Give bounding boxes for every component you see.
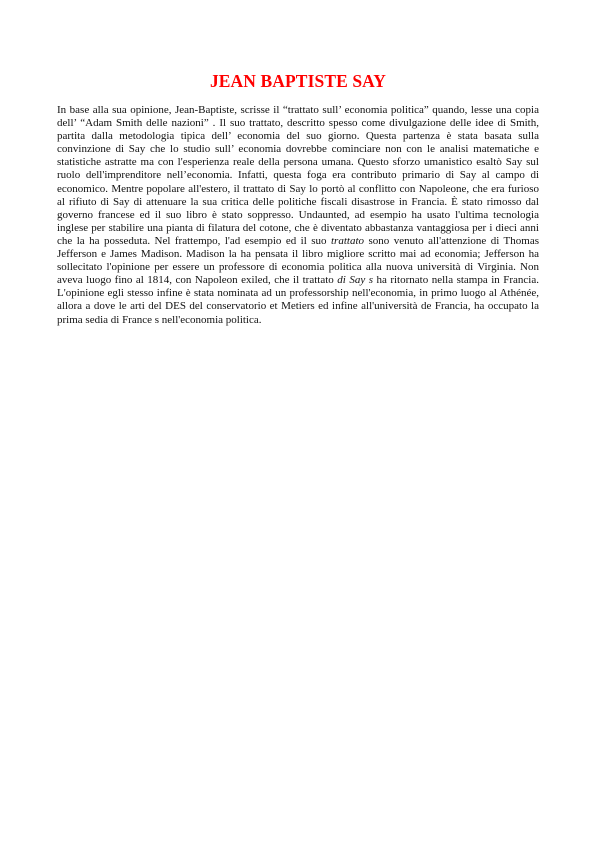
body-paragraph: [57, 104, 539, 327]
paragraph-italic-trattato: trattato: [331, 234, 365, 247]
paragraph-text-part2: sono venuto all'attenzione di Thomas Jefferson e James Madison. Madison la ha pensata il libro migliore scritto mai ad economia; Jefferson ha sollecitato l'opinione per essere un professore di economia politica alla nuova università di Virginia. Non aveva luogo fino al 1814, con Napoleon exiled, che il trattato: [57, 234, 539, 287]
paragraph-italic-di-say: di Say s: [337, 274, 373, 287]
document-title: JEAN BAPTISTE SAY: [209, 71, 387, 91]
paragraph-text-part3: ha ritornato nella stampa in Francia. L'opinione egli stesso infine è stata nominata ad un professorship nell'economia, in primo luogo al Athénée, allora a dove le arti del DES del conservatorio et Metiers ed infine all'università de Francia, ha occupato la prima sedia di France s nell'economia politica.: [57, 274, 539, 326]
paragraph-text-part1: In base alla sua opinione, Jean-Baptiste, scrisse il “trattato sull’ economia politica” quando, lesse una copia dell’ “Adam Smith delle nazioni” . Il suo trattato, descritto spesso come divulgazione delle idee di Smith, partita dalla metodologia tipica dell’ economia del suo giorno. Questa partenza è stata basata sulla convinzione di Say che lo studio sull’ economia dovrebbe cominciare non con le analisi matematiche e statistiche astratte ma con l'esperienza reale della persona umana. Questo sforzo umanistico esaltò Say sul ruolo dell'imprenditore nell’economia. Infatti, questa foga era contributo primario di Say al campo di economico. Mentre popolare all'estero, il trattato di Say lo portò al conflitto con Napoleone, che era furioso al rifiuto di Say di attenuare la sua critica delle politiche fiscali disastrose in Francia. È stato rimosso dal governo francese ed il suo libro è stato soppresso. Undaunted, ad esempio ha usato l'ultima tecnologia inglese per stabilire una pianta di filatura del cotone, che è diventato abbastanza vantaggiosa per i dieci anni che la ha posseduta. Nel frattempo, l'ad esempio ed il suo: [57, 104, 539, 247]
